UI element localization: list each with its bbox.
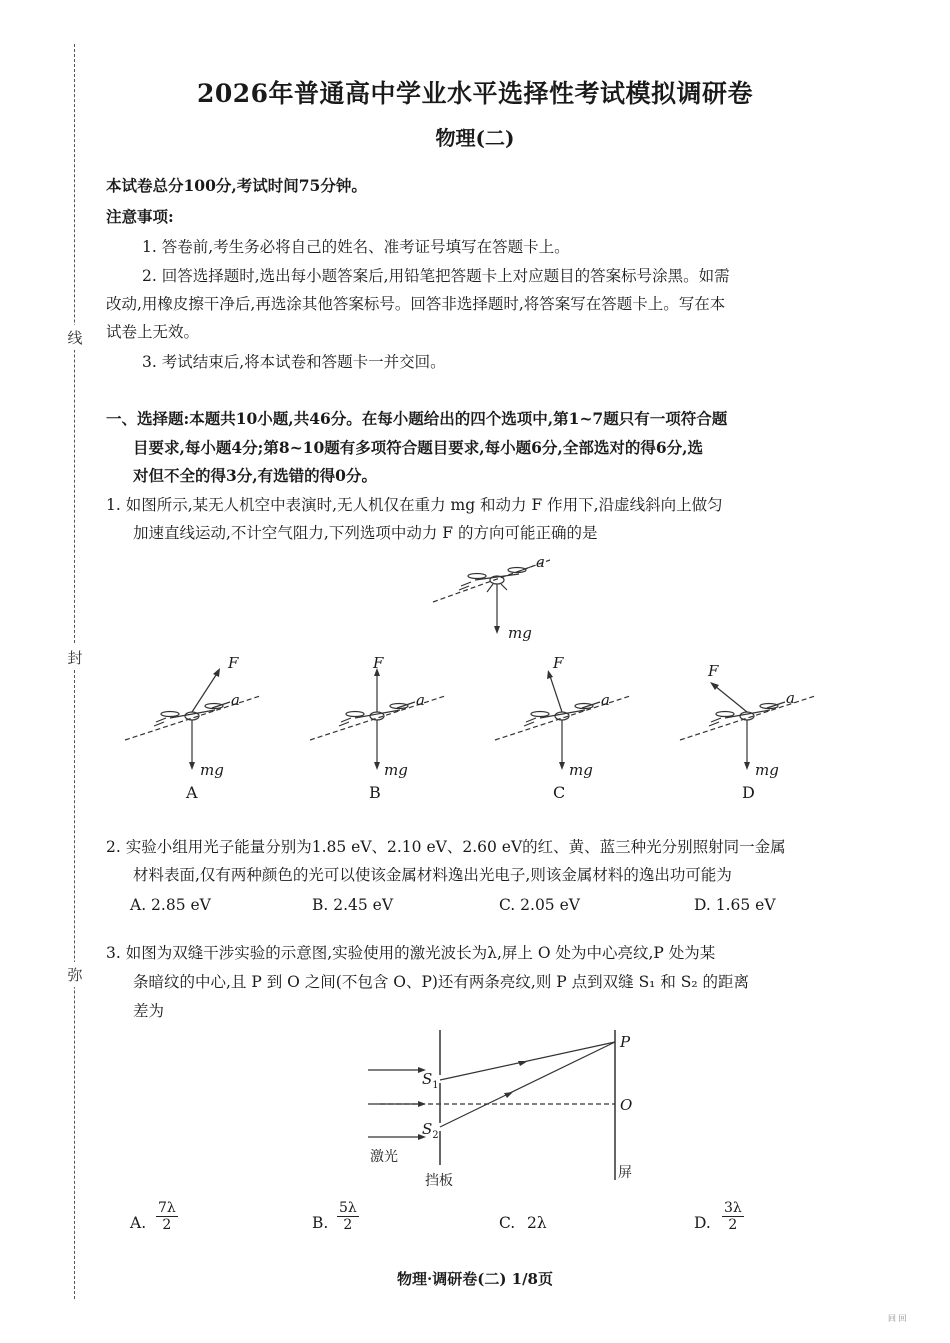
notice-item-1: 1. 答卷前,考生务必将自己的姓名、准考证号填写在答题卡上。 [142, 238, 570, 256]
q1-option-b-diagram [305, 660, 455, 775]
q1-d-F-label: F [708, 662, 719, 680]
q3-label-screen: 屏 [618, 1165, 632, 1181]
section-1-line-3: 对但不全的得3分,有选错的得0分。 [133, 466, 377, 485]
q3-option-d-letter[interactable]: D. [694, 1214, 711, 1232]
drone-icon [459, 568, 526, 593]
q1-option-c-diagram [490, 660, 640, 775]
binding-char-mi: 弥 [64, 962, 86, 987]
q1-c-F-label: F [553, 654, 564, 672]
notice-item-3: 3. 考试结束后,将本试卷和答题卡一并交回。 [142, 353, 446, 371]
q1-b-mg-label: mg [384, 761, 408, 779]
q1-d-force-arrow [715, 686, 747, 712]
q1-b-F-label: F [373, 654, 384, 672]
q2-option-a[interactable]: A. 2.85 eV [130, 896, 211, 914]
q3-text-line-1: 3. 如图为双缝干涉实验的示意图,实验使用的激光波长为λ,屏上 O 处为中心亮纹,P 处为某 [106, 944, 716, 962]
q1-main-mg-label: mg [508, 624, 532, 642]
q3-label-laser: 激光 [370, 1149, 398, 1165]
q2-text-line-1: 2. 实验小组用光子能量分别为1.85 eV、2.10 eV、2.60 eV的红、黄、蓝三种光分别照射同一金属 [106, 838, 786, 856]
q1-d-a-label: a [786, 689, 795, 707]
notice-item-2-line-3: 试卷上无效。 [106, 323, 200, 341]
section-1-line-2: 目要求,每小题4分;第8~10题有多项符合题目要求,每小题6分,全部选对的得6分,选 [133, 438, 704, 457]
q3-double-slit-diagram [360, 1030, 640, 1190]
q1-main-a-label: a [536, 553, 545, 571]
q1-main-mg-arrowhead [494, 626, 500, 634]
q3-text-line-3: 差为 [133, 1002, 165, 1020]
q1-option-a-diagram [120, 660, 270, 775]
page-title: 2026年普通高中学业水平选择性考试模拟调研卷 [196, 79, 754, 108]
drone-icon [154, 704, 223, 727]
q1-a-mg-label: mg [200, 761, 224, 779]
binding-margin [0, 0, 100, 1343]
q1-option-d-letter[interactable]: D [742, 783, 755, 802]
q1-b-a-label: a [416, 691, 425, 709]
q1-option-c-letter[interactable]: C [553, 783, 566, 802]
q1-option-a-letter[interactable]: A [186, 783, 198, 802]
q3-label-S2: $S_2$ [422, 1120, 439, 1141]
notice-heading: 注意事项: [106, 207, 174, 226]
q1-c-mg-label: mg [569, 761, 593, 779]
drone-icon [339, 704, 408, 727]
q3-option-a-letter[interactable]: A. [130, 1214, 147, 1232]
q2-option-d[interactable]: D. 1.65 eV [694, 896, 776, 914]
q1-text-line-1: 1. 如图所示,某无人机空中表演时,无人机仅在重力 mg 和动力 F 作用下,沿虚线斜向上做匀 [106, 496, 723, 514]
q3-option-c-value: 2λ [527, 1214, 547, 1232]
notice-intro: 本试卷总分100分,考试时间75分钟。 [106, 176, 367, 195]
q1-option-d-diagram [675, 660, 825, 775]
binding-char-xian: 线 [64, 325, 86, 350]
q1-c-a-label: a [601, 691, 610, 709]
q3-option-a-fraction: $\frac{7\lambda}{2}$ [158, 1200, 176, 1233]
q3-label-P: P [620, 1033, 631, 1051]
q2-option-b[interactable]: B. 2.45 eV [312, 896, 394, 914]
ray-s2-to-p [440, 1042, 615, 1127]
q3-option-b-fraction: $\frac{5\lambda}{2}$ [339, 1200, 357, 1233]
q1-option-b-letter[interactable]: B [369, 783, 381, 802]
notice-item-2-line-2: 改动,用橡皮擦干净后,再选涂其他答案标号。回答非选择题时,将答案写在答题卡上。写在本 [106, 295, 726, 313]
corner-mark: 回 回 [888, 1314, 907, 1323]
notice-item-2-line-1: 2. 回答选择题时,选出每小题答案后,用铅笔把答题卡上对应题目的答案标号涂黑。如需 [142, 267, 730, 285]
q1-d-mg-label: mg [755, 761, 779, 779]
q1-a-F-label: F [228, 654, 239, 672]
binding-dashed-line [74, 44, 75, 1299]
q1-c-force-arrow [550, 676, 562, 712]
q1-a-a-label: a [231, 691, 240, 709]
section-1-line-1: 一、选择题:本题共10小题,共46分。在每小题给出的四个选项中,第1~7题只有一项符合题 [106, 409, 728, 428]
page-footer: 物理·调研卷(二) 1/8页 [397, 1270, 553, 1288]
drone-icon [709, 704, 778, 727]
q3-option-b-letter[interactable]: B. [312, 1214, 329, 1232]
q3-label-S1: $S_1$ [422, 1070, 439, 1091]
q3-text-line-2: 条暗纹的中心,且 P 到 O 之间(不包含 O、P)还有两条亮纹,则 P 点到双缝 S₁ 和 S₂ 的距离 [133, 973, 750, 991]
q2-option-c[interactable]: C. 2.05 eV [499, 896, 580, 914]
q3-option-d-fraction: $\frac{3\lambda}{2}$ [724, 1200, 742, 1233]
q1-text-line-2: 加速直线运动,不计空气阻力,下列选项中动力 F 的方向可能正确的是 [133, 524, 598, 542]
q2-text-line-2: 材料表面,仅有两种颜色的光可以使该金属材料逸出光电子,则该金属材料的逸出功可能为 [133, 866, 732, 884]
q3-label-barrier: 挡板 [425, 1173, 453, 1189]
q3-label-O: O [620, 1096, 633, 1114]
q3-option-c-letter[interactable]: C. [499, 1214, 516, 1232]
binding-char-feng: 封 [64, 645, 86, 670]
page-subtitle: 物理(二) [435, 126, 515, 150]
drone-icon [524, 704, 593, 727]
